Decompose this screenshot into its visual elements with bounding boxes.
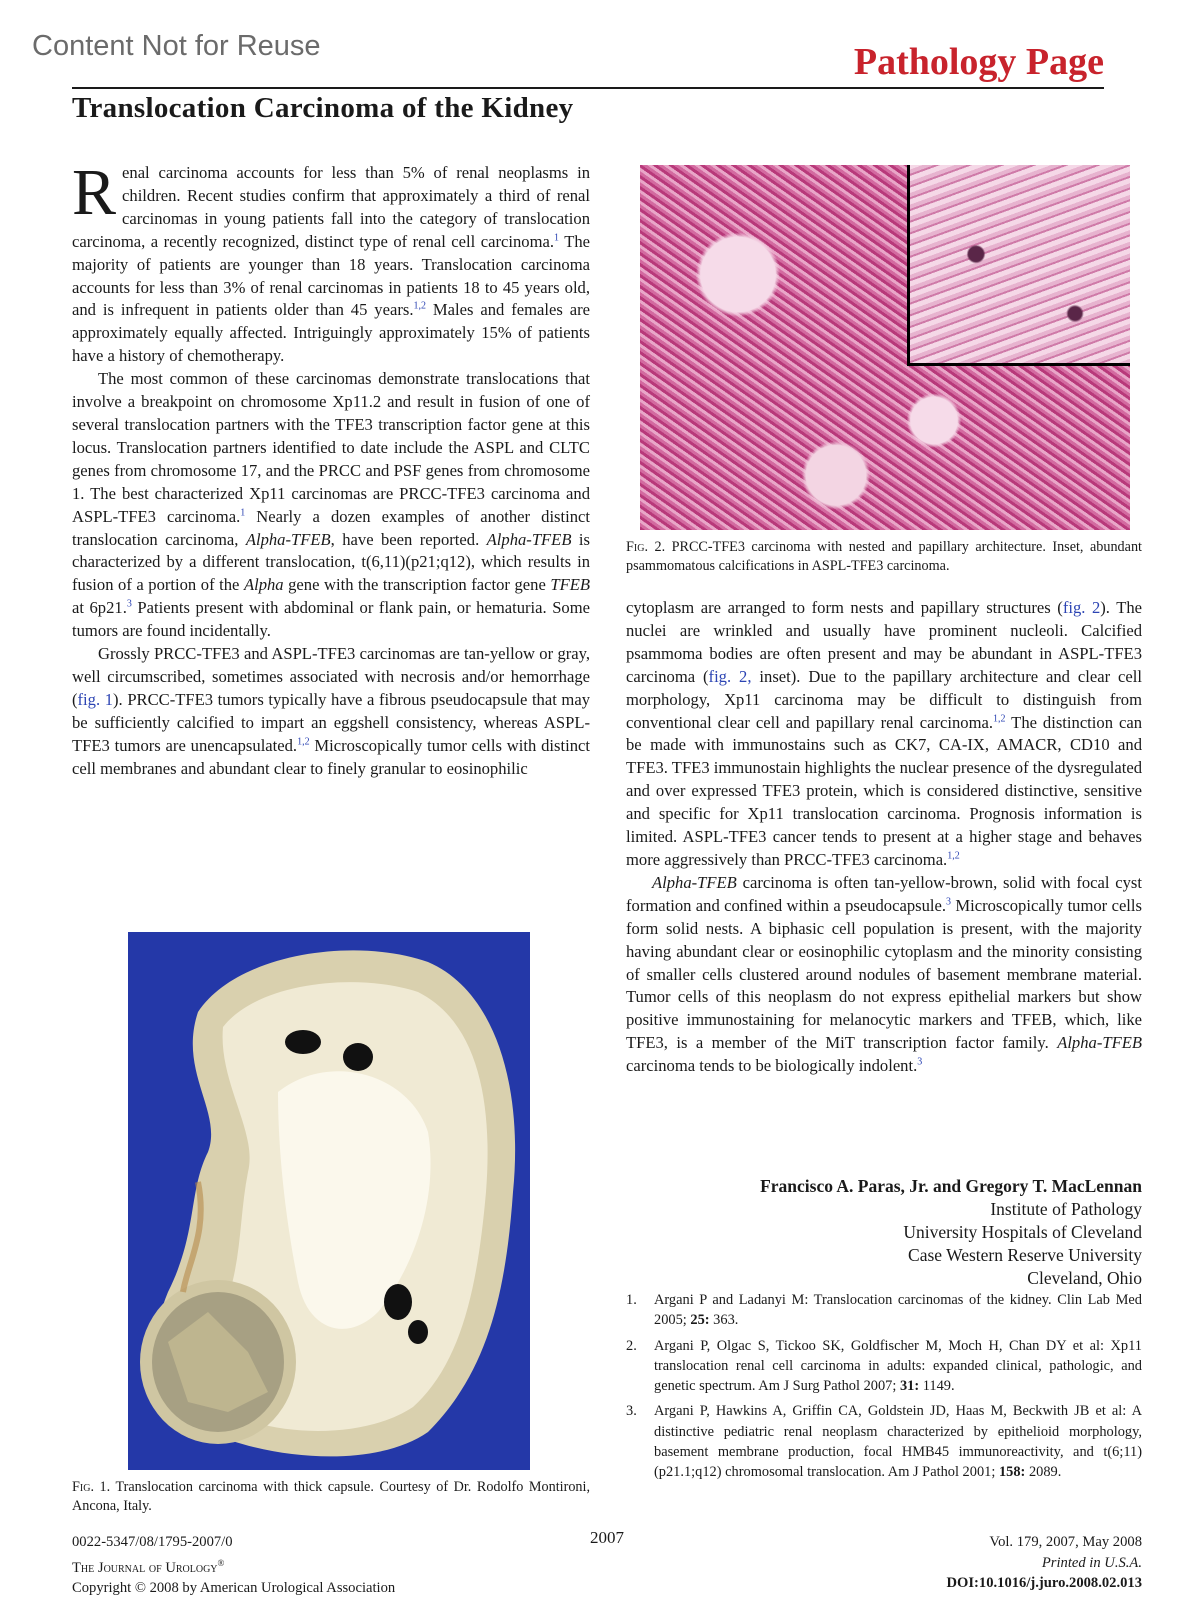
section-label: Pathology Page — [853, 41, 1104, 83]
body-column-left — [72, 156, 591, 780]
volume-info: Vol. 179, 2007, May 2008 — [989, 1534, 1142, 1550]
copyright-notice: Copyright © 2008 by American Urological Association — [72, 1579, 396, 1596]
article-title: Translocation Carcinoma of the Kidney — [72, 92, 574, 124]
italic-term: Alpha-TFEB — [652, 872, 737, 892]
figure-2-caption — [626, 538, 1142, 575]
text-run: Nearly a dozen examples of another distinct translocation carcinoma, — [72, 506, 591, 549]
kidney-specimen-drawing — [128, 932, 530, 1470]
text-run: enal carcinoma accounts for less than 5% of renal neoplasms in children. Recent studies confirm that approximately a third of renal carcinomas in young patients fall into the category of translocation carcinoma, a recently recognized, distinct type of renal cell carcinoma. — [72, 163, 590, 251]
figure-label: Fig. 2. — [626, 539, 666, 555]
paragraph — [72, 643, 590, 780]
reference-link[interactable]: 3 — [917, 1056, 923, 1068]
reference-link[interactable]: 1,2 — [947, 850, 960, 862]
text-run: Microscopically tumor cells with distinct cell membranes and abundant clear to finely granular to eosinophilic — [72, 735, 590, 778]
figure-label: Fig. 1. — [72, 1479, 111, 1495]
text-run: ). The nuclei are wrinkled and usually have prominent nucleoli. Calcified psammoma bodies are often present and may be abundant in ASPL-TFE3 carcinoma ( — [626, 598, 1142, 686]
text-run: gene with the transcription factor gene — [283, 575, 551, 595]
text-run: is characterized by a different translocation, t(6,11)(p21;q12), which results in fusion of a portion of the — [72, 529, 590, 595]
italic-term: Alpha — [243, 575, 284, 595]
figure-1-caption — [72, 1478, 590, 1515]
printed-note: Printed in U.S.A. — [1041, 1554, 1142, 1571]
kidney-specimen-image — [128, 932, 530, 1470]
reference-text: Argani P, Olgac S, Tickoo SK, Goldfischer M, Moch H, Chan DY et al: Xp11 translocation renal cell carcinoma in adults: expanded clinical, pathologic, and genetic spectrum. Am J Surg Pathol 2007; 31: 1149. — [654, 1337, 1142, 1395]
text-run: The most common of these carcinomas demonstrate translocations that involve a breakpoint on chromosome Xp11.2 and result in fusion of one of several translocation partners with the TFE3 transcription factor gene at this locus. Translocation partners identified to date include the ASPL and CLTC genes from chromosome 17, and the PRCC and PSF genes from chromosome 1. The best characterized Xp11 carcinomas are PRCC-TFE3 carcinoma and ASPL-TFE3 carcinoma. — [72, 369, 590, 526]
journal-name: The Journal of Urology® — [72, 1557, 225, 1576]
histology-inset-image — [907, 165, 1130, 366]
reference-link[interactable]: 1,2 — [413, 300, 426, 312]
author-names: Francisco A. Paras, Jr. and Gregory T. MacLennan — [760, 1176, 1142, 1196]
reference-item — [626, 1290, 1142, 1331]
paragraph — [626, 597, 1142, 872]
footer-right — [946, 1532, 1142, 1594]
drop-cap: R — [72, 156, 117, 229]
affiliation-line: Institute of Pathology — [990, 1199, 1142, 1219]
paragraph — [72, 156, 590, 368]
italic-term: TFEB — [550, 575, 590, 595]
text-run: Patients present with abdominal or flank pain, or hematuria. Some tumors are found incidentally. — [72, 598, 590, 641]
text-run: carcinoma tends to be biologically indolent. — [626, 1056, 918, 1076]
figure-link[interactable]: fig. 1 — [77, 689, 114, 709]
figure-link[interactable]: fig. 2 — [1062, 598, 1101, 617]
header-rule — [72, 87, 1104, 89]
italic-term: Alpha-TFEB — [1057, 1033, 1142, 1053]
text-run: The distinction can be made with immunostains such as CK7, CA-IX, AMACR, CD10 and TFE3. TFE3 immunostain highlights the nuclear presence of the dysregulated and over expressed TFE3 protein, which is considered distinctive, sensitive and specific for Xp11 translocation carcinoma. Prognosis information is limited. ASPL-TFE3 cancer tends to present at a higher stage and behaves more aggressively than PRCC-TFE3 carcinoma. — [626, 712, 1142, 869]
affiliation-line: Case Western Reserve University — [908, 1245, 1142, 1265]
reference-item — [626, 1336, 1142, 1397]
paragraph — [626, 872, 1142, 1078]
doi-link[interactable]: DOI:10.1016/j.juro.2008.02.013 — [946, 1575, 1142, 1591]
footer-left — [72, 1532, 395, 1598]
reference-link[interactable]: 1 — [240, 507, 246, 519]
text-run: Grossly PRCC-TFE3 and ASPL-TFE3 carcinomas are tan-yellow or gray, well circumscribed, sometimes associated with necrosis and/or hemorrhage ( — [72, 644, 590, 709]
text-run: carcinoma is often tan-yellow-brown, solid with focal cyst formation and confined within a pseudocapsule. — [626, 872, 1142, 915]
reference-number: 1. — [626, 1292, 637, 1308]
reference-link[interactable]: 3 — [946, 896, 951, 908]
text-run: Males and females are approximately equally affected. Intriguingly approximately 15% of patients have a history of chemotherapy. — [72, 300, 590, 366]
watermark: Content Not for Reuse — [32, 30, 321, 62]
author-block — [760, 1175, 1142, 1290]
italic-term: Alpha-TFEB — [245, 529, 331, 549]
text-run: ). PRCC-TFE3 tumors typically have a fibrous pseudocapsule that may be sufficiently calcified to impart an eggshell consistency, whereas ASPL-TFE3 tumors are unencapsulated. — [72, 689, 591, 755]
reference-number: 2. — [626, 1337, 637, 1354]
affiliation-line: University Hospitals of Cleveland — [903, 1222, 1142, 1242]
caption-text: Translocation carcinoma with thick capsule. Courtesy of Dr. Rodolfo Montironi, Ancona, Italy. — [72, 1479, 590, 1514]
body-column-right — [626, 597, 1142, 1078]
italic-term: Alpha-TFEB — [486, 529, 572, 549]
reference-number: 3. — [626, 1403, 637, 1420]
reference-link[interactable]: 3 — [126, 598, 132, 610]
figure-link[interactable]: fig. 2, — [708, 666, 752, 686]
text-run: Microscopically tumor cells form solid nests. A biphasic cell population is present, with the majority having abundant clear or eosinophilic cytoplasm and the minority consisting of smaller cells clustered around nodules of basement membrane material. Tumor cells of this neoplasm do not express epithelial markers but show positive immunostaining for melanocytic markers and TFEB, which, like TFE3, is a member of the MiT transcription factor family. — [626, 895, 1142, 1053]
caption-text: PRCC-TFE3 carcinoma with nested and papillary architecture. Inset, abundant psammomatous calcifications in ASPL-TFE3 carcinoma. — [626, 539, 1142, 574]
reference-item — [626, 1401, 1142, 1482]
reference-text: Argani P and Ladanyi M: Translocation carcinomas of the kidney. Clin Lab Med 2005; 25: 363. — [654, 1292, 1142, 1329]
page-number: 2007 — [590, 1528, 624, 1547]
text-run: inset). Due to the papillary architecture and clear cell morphology, Xp11 carcinoma may be difficult to distinguish from conventional clear cell and papillary renal carcinoma. — [626, 666, 1142, 732]
text-run: The majority of patients are younger than 18 years. Translocation carcinoma accounts for less than 3% of renal carcinomas in patients 18 to 45 years old, and is infrequent in patients older than 45 years. — [72, 231, 590, 320]
affiliation-line: Cleveland, Ohio — [1027, 1268, 1142, 1288]
issn-code: 0022-5347/08/1795-2007/0 — [72, 1534, 233, 1550]
text-run: , have been reported. — [330, 529, 487, 549]
histology-image — [640, 165, 1130, 530]
reference-list — [626, 1290, 1142, 1488]
paragraph — [72, 368, 590, 643]
reference-text: Argani P, Hawkins A, Griffin CA, Goldstein JD, Haas M, Beckwith JB et al: A distinctive pediatric renal neoplasm characterized by epithelioid morphology, basement membrane production, focal HMB45 immunoreactivity, and t(6;11)(p21.1;q12) chromosomal translocation. Am J Pathol 2001; 158: 2089. — [654, 1403, 1142, 1481]
reference-link[interactable]: 1,2 — [993, 713, 1006, 724]
text-run: at 6p21. — [72, 598, 127, 618]
reference-link[interactable]: 1 — [554, 232, 559, 244]
text-run: cytoplasm are arranged to form nests and papillary structures ( — [626, 598, 1063, 617]
reference-link[interactable]: 1,2 — [297, 736, 310, 748]
